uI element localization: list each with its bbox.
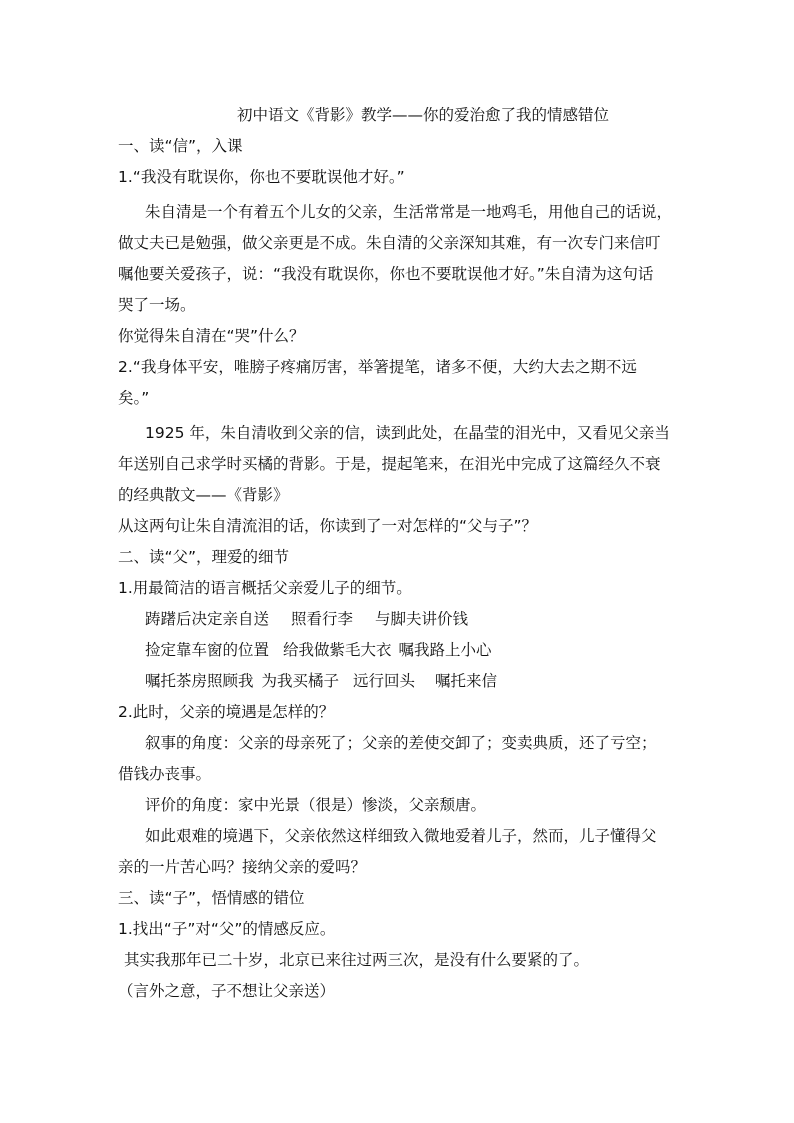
paragraph-line: 评价的角度：家中光景（很是）惨淡，父亲颓唐。 (145, 796, 487, 814)
question-1-quote: 1.“我没有耽误你，你也不要耽误他才好。” (118, 168, 405, 186)
details-row (118, 635, 688, 666)
paragraph-line: 借钱办丧事。 (118, 765, 212, 783)
paragraph-line: 叙事的角度：父亲的母亲死了；父亲的差使交卸了；变卖典质，还了亏空； (145, 734, 657, 752)
document-body (118, 100, 688, 1007)
detail-item: 嘱托茶房照顾我 (145, 672, 254, 690)
detail-item: 踌躇后决定亲自送 (145, 610, 270, 628)
question-2-quote-cont: 矣。” (118, 389, 150, 407)
quote-line: 其实我那年已二十岁，北京已来往过两三次，是没有什么要紧的了。 (124, 951, 590, 969)
paragraph-line: 朱自清是一个有着五个儿女的父亲，生活常常是一地鸡毛，用他自己的话说， (145, 203, 673, 221)
paragraph-line: 哭了一场。 (118, 296, 196, 314)
detail-item: 嘱托来信 (435, 672, 498, 690)
detail-item: 远行回头 (353, 672, 416, 690)
section-heading-1: 一、读“信”，入课 (118, 137, 243, 155)
details-row (118, 604, 688, 635)
detail-item: 给我做紫毛大衣 (283, 641, 392, 659)
detail-item: 嘱我路上小心 (398, 641, 492, 659)
detail-item: 与脚夫讲价钱 (375, 610, 469, 628)
question-2-quote: 2.“我身体平安，唯膀子疼痛厉害，举箸提笔，诸多不便，大约大去之期不远 (118, 358, 637, 376)
details-row (118, 666, 688, 697)
discussion-question: 你觉得朱自清在“哭”什么？ (118, 327, 305, 345)
paragraph-line: 做丈夫已是勉强，做父亲更是不成。朱自清的父亲深知其难，有一次专门来信叮 (118, 234, 661, 252)
paragraph-line: 年送别自己求学时买橘的背影。于是，提起笔来，在泪光中完成了这篇经久不衰 (118, 455, 661, 473)
discussion-question: 从这两句让朱自清流泪的话，你读到了一对怎样的“父与子”？ (118, 517, 538, 535)
paragraph-line: 亲的一片苦心吗？接纳父亲的爱吗？ (118, 858, 367, 876)
document-title: 初中语文《背影》教学——你的爱治愈了我的情感错位 (236, 106, 609, 124)
question-line: 2.此时，父亲的境遇是怎样的？ (118, 703, 335, 721)
section-heading-3: 三、读“子”，悟情感的错位 (118, 889, 305, 907)
detail-item: 照看行李 (291, 610, 354, 628)
paragraph-line: 的经典散文——《背影》 (118, 486, 289, 504)
paragraph-line: 嘱他要关爱孩子，说：“我没有耽误你，你也不要耽误他才好。”朱自清为这句话 (118, 265, 654, 283)
paragraph-line: 1925 年，朱自清收到父亲的信，读到此处，在晶莹的泪光中，又看见父亲当 (145, 424, 670, 442)
paragraph-line: 如此艰难的境遇下，父亲依然这样细致入微地爱着儿子，然而，儿子懂得父 (145, 827, 657, 845)
question-line: 1.用最简洁的语言概括父亲爱儿子的细节。 (118, 579, 412, 597)
detail-item: 捡定靠车窗的位置 (145, 641, 270, 659)
note-line: （言外之意，子不想让父亲送） (118, 982, 336, 1000)
question-line: 1.找出“子”对“父”的情感反应。 (118, 920, 336, 938)
section-heading-2: 二、读“父”，理爱的细节 (118, 548, 290, 566)
detail-item: 为我买橘子 (261, 672, 340, 690)
